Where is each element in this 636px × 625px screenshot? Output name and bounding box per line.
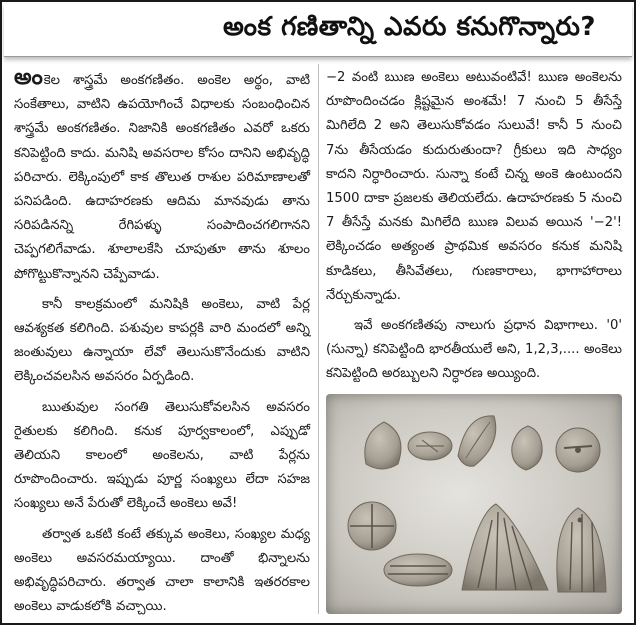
right-column	[326, 66, 622, 393]
right-paragraph-1: −2 వంటి ఋణ అంకెలు అటువంటివే! ఋణ అంకెలను రూపొందించడం క్లిష్టమైన అంశమే! 7 నుంచి 5 తీసేస్తే మిగిలేది 2 అని తెలుసుకోవడం సులువే! కానీ 5 నుంచి 7ను తీసేయడం కుదురుతుందా? గ్రీకులు ఇది సాధ్యం కాదని నిర్ధారించారు. సున్నా కంటే చిన్న అంకె ఉంటుందని 1500 దాకా ప్రజలకు తెలియలేదు. ఉదాహరణకు 5 నుంచి 7 తీసేస్తే మనకు మిగిలేది ఋణ విలువ అయిన '−2'! లెక్కించడం అత్యంత ప్రాథమిక అవసరం కనుక మనిషి కూడికలు, తీసివేతలు, గుణకారాలు, భాగాహారాలు నేర్చుకున్నాడు.	[326, 70, 622, 303]
left-paragraph-1-text: కెల శాస్త్రమే అంకగణితం. అంకెల అర్థం, వాటి సంకేతాలు, వాటిని ఉపయోగించే విధాలకు సంబంధించిన శాస్త్రమే అంకగణితం. నిజానికి అంకగణితం ఎవరో ఒకరు కనిపెట్టింది కాదు. మనిషి అవసరాల కోసం దానిని అభివృద్ధి పరిచారు. లెక్కింపులో కాక తొలుత రాశుల పరిమాణాలతో పనిపడింది. ఉదాహరణకు ఆదిమ మానవుడు తాను సరిపడినన్ని రేగిపళ్ళు సంపాదించగలిగానని చెప్పగలిగేవాడు. శూలాలకేసి చూపుతూ తాను శూలం పోగొట్టుకొన్నానని చెప్పేవాడు.	[14, 73, 310, 282]
ancient-clay-tokens-photo	[326, 394, 622, 614]
title-banner	[4, 4, 632, 57]
token-triangle-ridged	[462, 504, 548, 590]
token-bulb	[512, 426, 542, 470]
dropcap: అం	[14, 65, 44, 90]
token-lens-lined	[384, 554, 452, 586]
left-paragraph-4: తర్వాత ఒకటి కంటే తక్కువ అంకెలు, సంఖ్యల మధ్య అంకెలు అవసరమయ్యాయి. దాంతో భిన్నాలను అభివృద్ధిపరిచారు. తర్వాత చాలా కాలానికి ఇతరరకాల అంకెలు వాడుకలోకి వచ్చాయి.	[14, 526, 310, 615]
clay-tokens-illustration	[326, 394, 622, 614]
left-paragraph-3: ఋతువుల సంగతి తెలుసుకోవలసిన అవసరం రైతులకు కలిగింది. కనుక పూర్వకాలంలో, ఎప్పుడో తెలియని కాలంలో అంకెలను, వాటి పేర్లను రూపొందించారు. ఇప్పుడు పూర్ణ సంఖ్యలు లేదా సహజ సంఖ్యలు అనే పేరుతో లెక్కించే అంకెలు అవే!	[14, 399, 310, 512]
token-cone	[365, 422, 401, 469]
right-paragraph-2: ఇవే అంకగణితపు నాలుగు ప్రధాన విభాగాలు. '0' (సున్నా) కనిపెట్టింది భారతీయులే అని, 1,2,3,.... అంకెలు కనిపెట్టింది అరబ్బులని నిర్ధారణ అయ్యింది.	[326, 318, 622, 382]
token-leaf	[458, 416, 496, 466]
token-tablet-ridged	[557, 508, 606, 592]
left-column	[14, 66, 310, 625]
column-divider	[318, 64, 319, 614]
token-ovoid-etched	[408, 432, 452, 460]
article-title: అంక గణితాన్ని ఎవరు కనుగొన్నారు?	[223, 12, 596, 42]
token-disc-slot	[556, 428, 600, 472]
left-paragraph-2: కానీ కాలక్రమంలో మనిషికి అంకెలు, వాటి పేర్ల ఆవశ్యకత కలిగింది. పశువుల కాపర్లకి వారి మందలో అన్ని జంతువులు ఉన్నాయా లేవో తెలుసుకొనేందుకు వాటిని లెక్కించవలసిన అవసరం ఏర్పడింది.	[14, 296, 310, 385]
left-paragraph-1	[14, 66, 310, 287]
token-disc-cross	[348, 502, 396, 550]
